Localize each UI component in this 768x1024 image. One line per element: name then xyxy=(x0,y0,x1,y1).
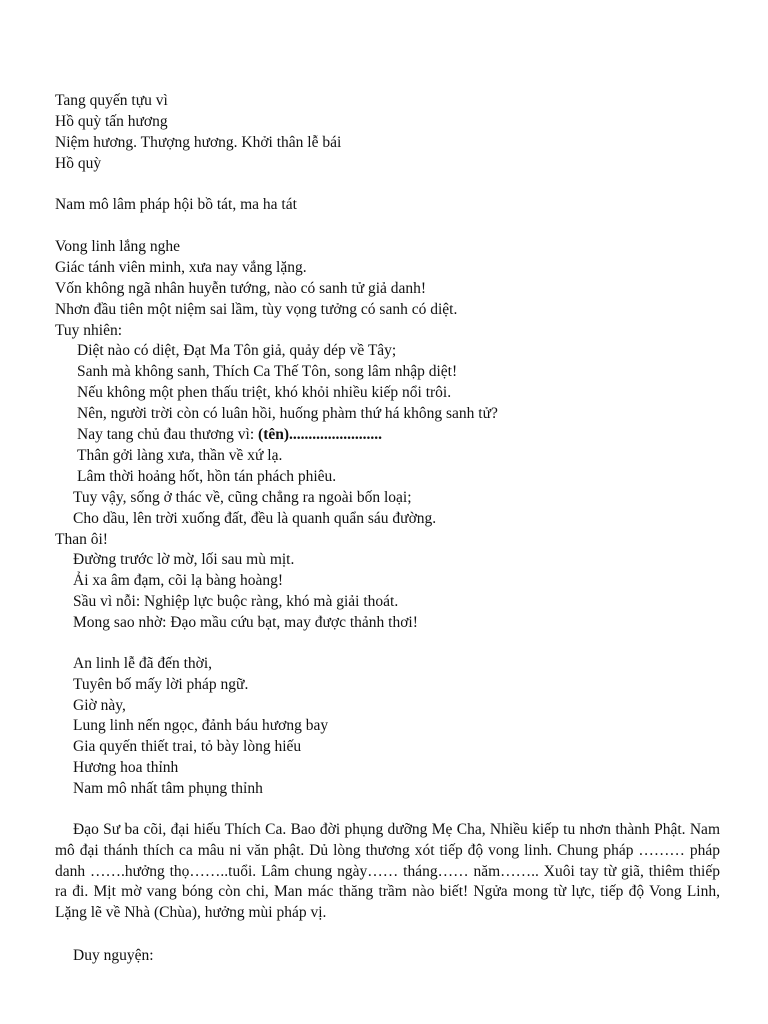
closing-line: Duy nguyện: xyxy=(73,947,154,964)
text-line: Tuy vậy, sống ở thác về, cũng chẳng ra ngoài bốn loại; xyxy=(73,489,412,506)
text-line: Vốn không ngã nhân huyễn tướng, nào có sanh tử giả danh! xyxy=(55,280,427,297)
text-line: Nam mô nhất tâm phụng thỉnh xyxy=(73,780,263,797)
name-placeholder: (tên)........................ xyxy=(258,426,383,443)
text-line: Diệt nào có diệt, Đạt Ma Tôn giả, quảy dép về Tây; xyxy=(77,342,397,359)
text-line: Thân gởi làng xưa, thần về xứ lạ. xyxy=(77,447,283,464)
text-line: Hồ quỳ tấn hương xyxy=(55,113,168,130)
text-line: Niệm hương. Thượng hương. Khởi thân lễ bái xyxy=(55,134,342,151)
text-line: Mong sao nhờ: Đạo mầu cứu bạt, may được thảnh thơi! xyxy=(73,614,418,631)
text-line: Lung linh nến ngọc, đảnh báu hương bay xyxy=(73,717,329,734)
text-line-prefix: Nay tang chủ đau thương vì: xyxy=(77,426,259,443)
text-line: Giác tánh viên minh, xưa nay vắng lặng. xyxy=(55,259,307,276)
text-line: Sầu vì nỗi: Nghiệp lực buộc ràng, khó mà giải thoát. xyxy=(73,593,399,610)
text-line: Than ôi! xyxy=(55,531,108,548)
text-line: Ải xa âm đạm, cõi lạ bàng hoàng! xyxy=(73,572,284,589)
text-line: Nhơn đầu tiên một niệm sai lầm, tùy vọng tưởng có sanh có diệt. xyxy=(55,301,458,318)
text-line: Vong linh lắng nghe xyxy=(55,238,180,255)
text-line: Gia quyến thiết trai, tỏ bày lòng hiếu xyxy=(73,738,302,755)
text-line: Tuy nhiên: xyxy=(55,322,123,339)
text-line: Nam mô lâm pháp hội bồ tát, ma ha tát xyxy=(55,196,297,213)
text-line: Nếu không một phen thấu triệt, khó khỏi nhiều kiếp nổi trôi. xyxy=(77,384,452,401)
text-line: An linh lễ đã đến thời, xyxy=(73,655,213,672)
prose-paragraph: Đạo Sư ba cõi, đại hiếu Thích Ca. Bao đời phụng dưỡng Mẹ Cha, Nhiều kiếp tu nhơn thành Phật. Nam mô đại thánh thích ca mâu ni văn phật. Dủ lòng thương xót tiếp độ vong linh. Chung pháp ……… pháp danh …….hưởng thọ……..tuổi. Lâm chung ngày…… tháng…… năm…….. Xuôi tay từ giã, thiêm thiếp ra đi. Mịt mờ vang bóng còn chi, Man mác thăng trầm nào biết! Ngửa mong từ lực, tiếp độ Vong Linh, Lặng lẽ về Nhà (Chùa), hưởng mùi pháp vị. xyxy=(55,821,720,922)
text-line: Hương hoa thỉnh xyxy=(73,759,179,776)
text-line: Giờ này, xyxy=(73,697,126,714)
text-line: Tuyên bố mấy lời pháp ngữ. xyxy=(73,676,249,693)
text-line: Hồ quỳ xyxy=(55,155,102,172)
text-line: Cho dầu, lên trời xuống đất, đều là quanh quẩn sáu đường. xyxy=(73,510,437,527)
text-line: Đường trước lờ mờ, lối sau mù mịt. xyxy=(73,551,295,568)
text-line: Nên, người trời còn có luân hồi, huống phàm thứ há không sanh tử? xyxy=(77,405,498,422)
text-line: Tang quyến tựu vì xyxy=(55,92,168,109)
text-line: Lâm thời hoảng hốt, hồn tán phách phiêu. xyxy=(77,468,337,485)
text-line: Sanh mà không sanh, Thích Ca Thế Tôn, song lâm nhập diệt! xyxy=(77,363,458,380)
text-line xyxy=(77,425,382,446)
